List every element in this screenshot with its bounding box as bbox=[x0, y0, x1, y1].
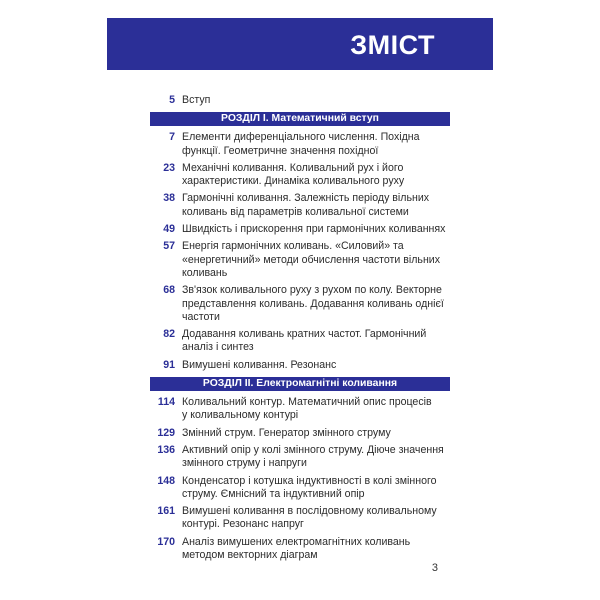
toc-entry-title: Коливальний контур. Математичний опис процесів у коливальному контурі bbox=[182, 396, 432, 422]
toc-entry-title: Гармонічні коливання. Залежність періоду вільних коливань від параметрів коливальної системи bbox=[182, 192, 430, 218]
toc-entry bbox=[150, 284, 450, 324]
page-number: 3 bbox=[431, 562, 438, 574]
page-title: ЗМІСТ bbox=[350, 30, 435, 60]
toc-page-number: 7 bbox=[169, 131, 175, 144]
toc-page-number: 91 bbox=[163, 358, 175, 371]
toc-entry bbox=[150, 240, 450, 280]
toc-page-number: 136 bbox=[157, 443, 175, 456]
toc-entry bbox=[150, 475, 450, 502]
toc-entry bbox=[150, 223, 450, 236]
toc-entry bbox=[150, 536, 450, 563]
toc-entry bbox=[150, 192, 450, 219]
toc-entry-title: Змінний струм. Генератор змінного струму bbox=[182, 426, 391, 439]
toc-entry-title: Вступ bbox=[182, 94, 211, 106]
toc-entry bbox=[150, 359, 450, 372]
toc-entry-title: Механічні коливання. Коливальний рух і його характеристики. Динаміка коливального руху bbox=[182, 161, 405, 188]
toc-entry-title: Елементи диференціального числення. Похідна функції. Геометричне значення похідної bbox=[182, 131, 420, 157]
toc-entry-title: Зв'язок коливального руху з рухом по колу. Векторне представлення коливань. Додавання коливань однієї частоти bbox=[182, 284, 444, 323]
toc-entry-title: Енергія гармонічних коливань. «Силовий» та «енергетичний» методи обчислення частоти вільних коливань bbox=[182, 240, 441, 279]
toc-page-number: 82 bbox=[163, 328, 175, 341]
table-of-contents bbox=[150, 94, 450, 562]
toc-page-number: 161 bbox=[157, 505, 175, 518]
toc-page-number: 49 bbox=[163, 223, 175, 236]
toc-page-number: 38 bbox=[163, 192, 175, 205]
title-bar bbox=[107, 18, 493, 70]
toc-entry-title: Аналіз вимушених електромагнітних коливань методом векторних діаграм bbox=[182, 535, 411, 562]
toc-entry bbox=[150, 505, 450, 532]
toc-entry-title: Конденсатор і котушка індуктивності в колі змінного струму. Ємнісний та індуктивний опір bbox=[182, 474, 437, 500]
toc-page-number: 148 bbox=[157, 474, 175, 487]
toc-page-number: 114 bbox=[157, 396, 175, 409]
toc-page-number: 23 bbox=[163, 161, 175, 174]
toc-page-number: 57 bbox=[163, 240, 175, 253]
toc-page-number: 129 bbox=[157, 426, 175, 439]
section-header-2: РОЗДІЛ ІІ. Електромагнітні коливання bbox=[150, 377, 450, 391]
toc-entry-title: Вимушені коливання в послідовному коливальному контурі. Резонанс напруг bbox=[182, 505, 437, 531]
toc-entry bbox=[150, 396, 450, 423]
toc-entry bbox=[150, 131, 450, 158]
toc-entry bbox=[150, 162, 450, 189]
section-header-1: РОЗДІЛ І. Математичний вступ bbox=[150, 112, 450, 126]
book-page bbox=[107, 18, 493, 586]
toc-entry bbox=[150, 427, 450, 440]
toc-entry-title: Вимушені коливання. Резонанс bbox=[182, 358, 337, 371]
toc-entry-title: Швидкість і прискорення при гармонічних коливаннях bbox=[182, 223, 446, 236]
toc-entry bbox=[150, 328, 450, 355]
toc-page-number: 68 bbox=[163, 284, 175, 297]
toc-page-number: 5 bbox=[169, 94, 175, 106]
toc-entry-title: Додавання коливань кратних частот. Гармонічний аналіз і синтез bbox=[182, 328, 427, 354]
toc-entry bbox=[150, 444, 450, 471]
toc-page-number: 170 bbox=[157, 535, 175, 548]
toc-entry-title: Активний опір у колі змінного струму. Діюче значення змінного струму і напруги bbox=[182, 443, 444, 470]
toc-entry-intro bbox=[150, 94, 450, 107]
